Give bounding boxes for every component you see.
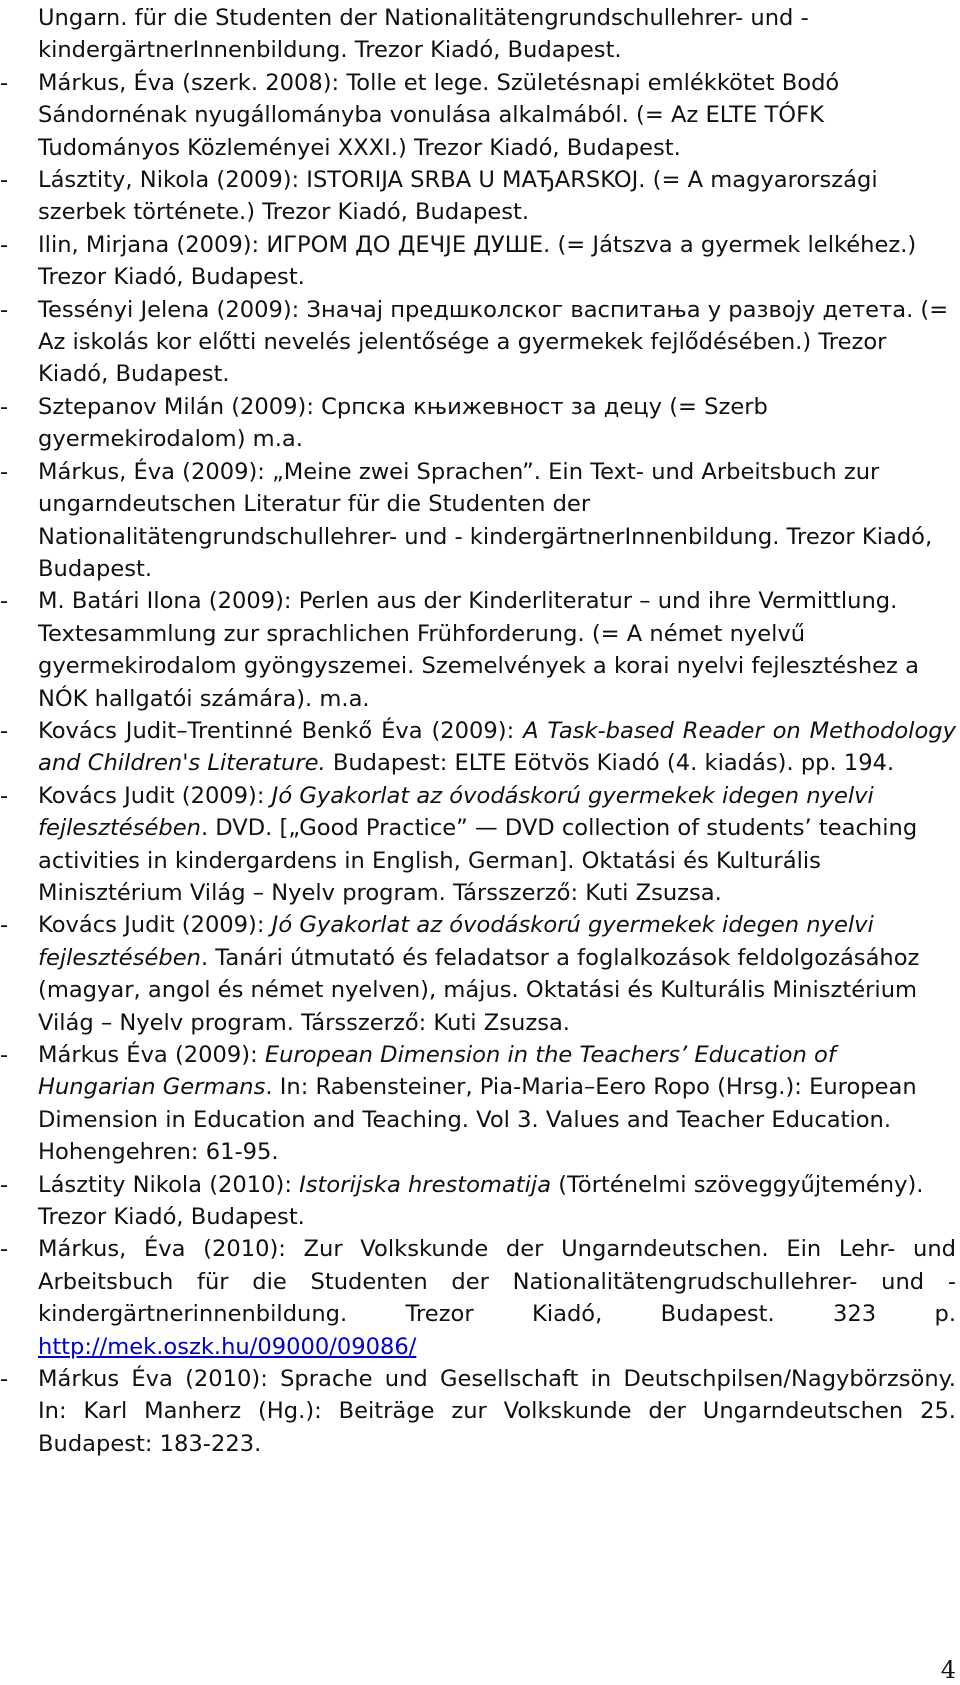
list-marker: - — [0, 1366, 9, 1393]
url-link[interactable]: http://mek.oszk.hu/09000/09086/ — [38, 1333, 417, 1360]
italic-title: Jó Gyakorlat az óvodáskorú gyermekek idegen nyelvi fejlesztésében — [38, 782, 874, 842]
bibliography-entry — [0, 229, 956, 294]
bibliography-entry — [0, 67, 956, 164]
list-marker: - — [0, 1042, 9, 1068]
list-marker: - — [0, 782, 9, 809]
list-marker: - — [0, 1236, 9, 1263]
italic-title: Istorijska hrestomatija — [299, 1171, 552, 1198]
list-marker: - — [0, 588, 9, 615]
bibliography-entry — [0, 1363, 956, 1460]
entry-text: Márkus, Éva (2009): „Meine zwei Sprachen”. Ein Text- und Arbeitsbuch zur ungarndeutschen Literatur für die Studenten der Nationalitätengrundschullehrer- und - kindergärtnerInnenbildung. Trezor Kiadó, Budapest. — [38, 458, 933, 582]
list-marker: - — [0, 912, 9, 939]
entry-text: Kovács Judit–Trentinné Benkő Éva (2009): A Task-based Reader on Methodology and Children's Literature. Budapest: ELTE Eötvös Kiadó (4. kiadás). pp. 194. — [38, 717, 956, 777]
bibliography-entry — [0, 164, 956, 229]
entry-text: Márkus, Éva (2010): Zur Volkskunde der Ungarndeutschen. Ein Lehr- und Arbeitsbuch für die Studenten der Nationalitätengrudschullehrer- und -kindergärtnerinnenbildung. Trezor Kiadó, Budapest. 323 p. http://mek.oszk.hu/09000/09086/ — [38, 1236, 956, 1360]
bibliography-entry — [0, 780, 956, 910]
list-marker: - — [0, 393, 9, 420]
list-marker: - — [0, 167, 9, 194]
bibliography-entry — [0, 585, 956, 715]
bibliography-entry — [0, 1233, 956, 1363]
page-number: 4 — [940, 1656, 956, 1684]
entry-text: Márkus Éva (2009): European Dimension in the Teachers’ Education of Hungarian Germans. In: Rabensteiner, Pia-Maria–Eero Ropo (Hrsg.): European Dimension in Education and Teaching. Vol 3. Values and Teacher Education. Hohengehren: 61-95. — [38, 1042, 917, 1166]
entry-text: Kovács Judit (2009): Jó Gyakorlat az óvodáskorú gyermekek idegen nyelvi fejlesztésében. Tanári útmutató és feladatsor a foglalkozások feldolgozásához (magyar, angol és német nyelven), május. Oktatási és Kulturális Minisztérium Világ – Nyelv program. Társszerző: Kuti Zsuzsa. — [38, 912, 920, 1036]
list-marker: - — [0, 458, 9, 485]
entry-text: Ilin, Mirjana (2009): ИГРОМ ДО ДЕЧЈЕ ДУШЕ. (= Játszva a gyermek lelkéhez.) Trezor Kiadó, Budapest. — [38, 231, 917, 291]
bibliography-entry — [0, 909, 956, 1039]
list-marker: - — [0, 69, 9, 96]
entry-text: Lásztity Nikola (2010): Istorijska hrestomatija (Történelmi szöveggyűjtemény). Trezor Kiadó, Budapest. — [38, 1171, 924, 1231]
bibliography-entry — [0, 391, 956, 456]
entry-text: Kovács Judit (2009): Jó Gyakorlat az óvodáskorú gyermekek idegen nyelvi fejlesztésében. DVD. [„Good Practice” — DVD collection of students’ teaching activities in kindergardens in English, German]. Oktatási és Kulturális Minisztérium Világ – Nyelv program. Társszerző: Kuti Zsuzsa. — [38, 782, 918, 906]
entry-text: Tessényi Jelena (2009): Значај предшколског васпитања у развоју детета. (= Az iskolás kor előtti nevelés jelentősége a gyermekek fejlődésében.) Trezor Kiadó, Budapest. — [38, 296, 949, 388]
list-marker: - — [0, 717, 9, 744]
entry-text: Ungarn. für die Studenten der Nationalitätengrundschullehrer- und - kindergärtnerInnenbildung. Trezor Kiadó, Budapest. — [38, 5, 809, 64]
bibliography-entry — [0, 715, 956, 780]
list-marker: - — [0, 1171, 9, 1198]
list-marker: - — [0, 296, 9, 323]
list-marker: - — [0, 231, 9, 258]
entry-text: Sztepanov Milán (2009): Српска књижевност за децу (= Szerb gyermekirodalom) m.a. — [38, 393, 768, 453]
entry-text: Márkus Éva (2010): Sprache und Gesellschaft in Deutschpilsen/Nagybörzsöny. In: Karl Manherz (Hg.): Beiträge zur Volkskunde der Ungarndeutschen 25. Budapest: 183-223. — [38, 1366, 956, 1457]
bibliography-list — [0, 2, 956, 1460]
bibliography-entry — [38, 2, 956, 67]
italic-title: Jó Gyakorlat az óvodáskorú gyermekek idegen nyelvi fejlesztésében — [38, 912, 874, 971]
entry-text: Lásztity, Nikola (2009): ISTORIJA SRBA U MAЂARSKOJ. (= A magyarországi szerbek története.) Trezor Kiadó, Budapest. — [38, 167, 878, 226]
bibliography-entry — [0, 1039, 956, 1169]
bibliography-entry — [0, 456, 956, 586]
entry-text: Márkus, Éva (szerk. 2008): Tolle et lege. Születésnapi emlékkötet Bodó Sándornénak nyugállományba vonulása alkalmából. (= Az ELTE TÓFK Tudományos Közleményei XXXI.) Trezor Kiadó, Budapest. — [38, 69, 840, 161]
entry-text: M. Batári Ilona (2009): Perlen aus der Kinderliteratur – und ihre Vermittlung. Textesammlung zur sprachlichen Frühforderung. (= A német nyelvű gyermekirodalom gyöngyszemei. Szemelvények a korai nyelvi fejlesztéshez a NÓK hallgatói számára). m.a. — [38, 588, 919, 712]
italic-title: A Task-based Reader on Methodology and Children's Literature. — [38, 717, 956, 777]
italic-title: European Dimension in the Teachers’ Education of Hungarian Germans — [38, 1042, 836, 1101]
bibliography-entry — [0, 294, 956, 391]
bibliography-entry — [0, 1169, 956, 1234]
